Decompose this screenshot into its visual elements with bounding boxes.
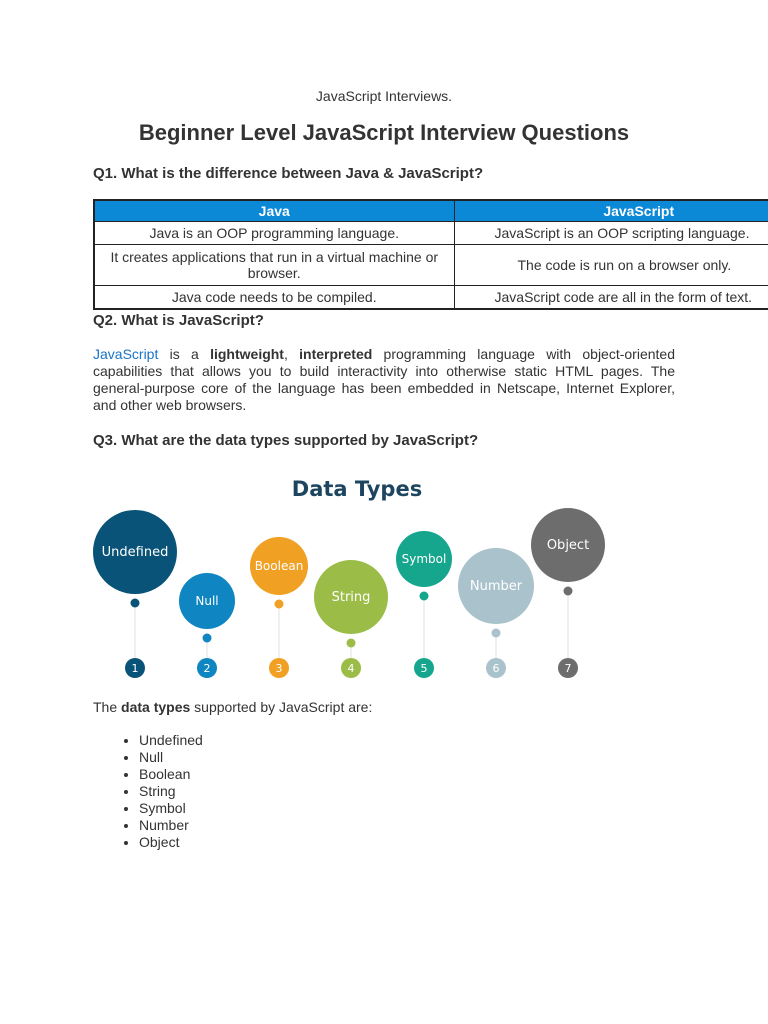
number-badge-label: 7: [564, 662, 572, 675]
q3-heading: Q3. What are the data types supported by JavaScript?: [93, 432, 479, 449]
table-header-row: [94, 200, 768, 222]
q3-intro-bold: data types: [121, 699, 191, 715]
bubble-label: Symbol: [401, 552, 447, 566]
number-badge-label: 3: [275, 662, 283, 675]
bubble-label: String: [331, 590, 371, 605]
figure-title: Data Types: [291, 477, 423, 501]
list-item: • Object: [139, 834, 203, 851]
table-cell: Java code needs to be compiled.: [94, 286, 454, 310]
list-item: • Symbol: [139, 800, 203, 817]
header-note: JavaScript Interviews.: [315, 88, 453, 104]
bubble-dot: [203, 634, 212, 643]
data-types-list: [93, 732, 203, 851]
comparison-table-wrapper: [93, 199, 768, 311]
bubble-dot: [131, 599, 140, 608]
table-cell: Java is an OOP programming language.: [94, 222, 454, 245]
table-row: [94, 245, 768, 286]
q3-intro-suffix: supported by JavaScript are:: [190, 699, 373, 715]
q1-heading: Q1. What is the difference between Java & JavaScript?: [93, 165, 484, 182]
list-item: • Null: [139, 749, 203, 766]
table-row: [94, 222, 768, 245]
list-item: • Number: [139, 817, 203, 834]
data-types-figure: [85, 470, 615, 685]
bubble-label: Null: [195, 594, 219, 608]
bubble-dot: [564, 587, 573, 596]
q2-bold-lightweight: lightweight: [210, 346, 284, 362]
list-item: • Undefined: [139, 732, 203, 749]
list-item: • String: [139, 783, 203, 800]
bubble-dot: [275, 600, 284, 609]
bubble-label: Number: [469, 579, 523, 594]
bubble-label: Object: [546, 538, 590, 553]
number-badge-label: 2: [203, 662, 211, 675]
bubble-dot: [347, 639, 356, 648]
table-header-javascript: JavaScript: [454, 200, 768, 222]
number-badge-label: 6: [492, 662, 500, 675]
number-badge-label: 1: [131, 662, 139, 675]
table-cell: The code is run on a browser only.: [454, 245, 768, 286]
table-cell: JavaScript code are all in the form of text.: [454, 286, 768, 310]
bubble-label: Boolean: [254, 559, 304, 573]
q2-text-3: programming language with object-oriented capabilities that allows you to build interactivity into otherwise static HTML pages. The general-purpose core of the language has been embedded in Netscape, Internet Explorer, and other web browsers.: [93, 346, 675, 413]
list-item: • Boolean: [139, 766, 203, 783]
q3-intro: [93, 699, 372, 715]
q2-text-1: is a: [158, 346, 211, 362]
q2-heading: Q2. What is JavaScript?: [93, 312, 264, 329]
number-badge-label: 5: [420, 662, 428, 675]
bubble-dot: [420, 592, 429, 601]
number-badge-label: 4: [347, 662, 355, 675]
comparison-table: [93, 199, 768, 310]
table-row: [94, 286, 768, 310]
page-title: Beginner Level JavaScript Interview Questions: [138, 120, 630, 145]
bubble-label: Undefined: [101, 545, 169, 560]
bubble-dot: [492, 629, 501, 638]
bubbles-layer: [93, 508, 605, 678]
table-cell: JavaScript is an OOP scripting language.: [454, 222, 768, 245]
q3-intro-prefix: The: [93, 699, 122, 715]
table-cell: It creates applications that run in a virtual machine or browser.: [94, 245, 454, 286]
q2-text-2: ,: [283, 346, 300, 362]
javascript-link[interactable]: JavaScript: [93, 346, 159, 362]
q2-bold-interpreted: interpreted: [299, 346, 373, 362]
table-header-java: Java: [94, 200, 454, 222]
q2-paragraph: [93, 346, 675, 414]
